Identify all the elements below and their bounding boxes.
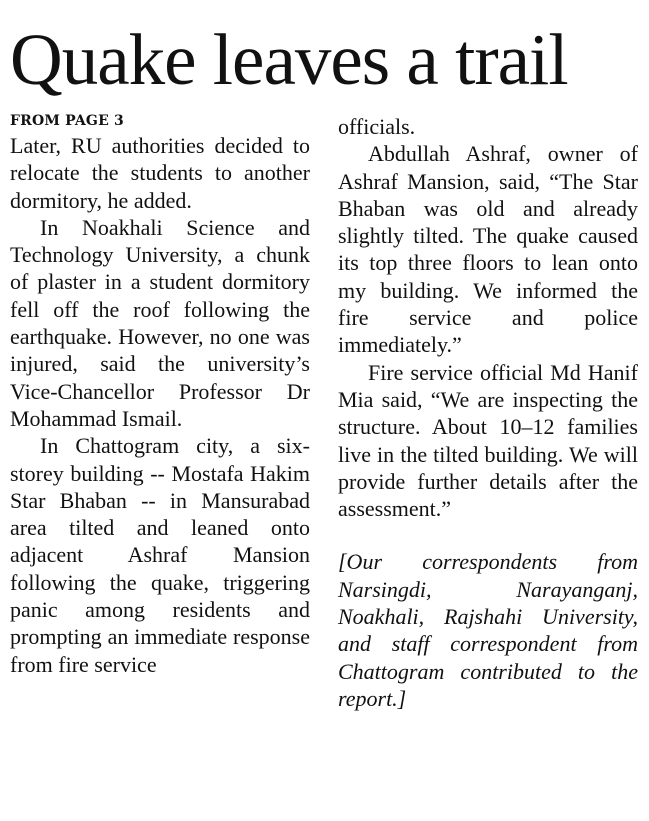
paragraph: In Chattogram city, a six-storey building -- Mostafa Hakim Star Bhaban -- in Mansurabad area tilted and leaned onto adjacent Ashraf Mansion following the quake, triggering panic among residents and prompting an immediate response from fire service xyxy=(10,433,310,677)
headline: Quake leaves a trail xyxy=(10,19,568,100)
continued-from-label: FROM PAGE 3 xyxy=(10,113,124,129)
contributors-note: [Our correspondents from Narsingdi, Narayanganj, Noakhali, Rajshahi University, and staff correspondent from Chattogram contributed to the report.] xyxy=(338,549,638,711)
paragraph: Abdullah Ashraf, owner of Ashraf Mansion, said, “The Star Bhaban was old and already slightly tilted. The quake caused its top three floors to lean onto my building. We informed the fire service and police immediately.” xyxy=(338,141,638,358)
paragraph: Later, RU authorities decided to relocate the students to another dormitory, he added. xyxy=(10,133,310,213)
paragraph: In Noakhali Science and Technology University, a chunk of plaster in a student dormitory fell off the roof following the earthquake. However, no one was injured, said the university’s Vice-Chancellor Professor Dr Mohammad Ismail. xyxy=(10,214,310,431)
paragraph: Fire service official Md Hanif Mia said, “We are inspecting the structure. About 10–12 families live in the tilted building. We will provide further details after the assessment.” xyxy=(338,359,638,522)
article-column-left xyxy=(10,113,310,678)
paragraph: officials. xyxy=(338,114,416,139)
article-column-right xyxy=(338,113,638,712)
